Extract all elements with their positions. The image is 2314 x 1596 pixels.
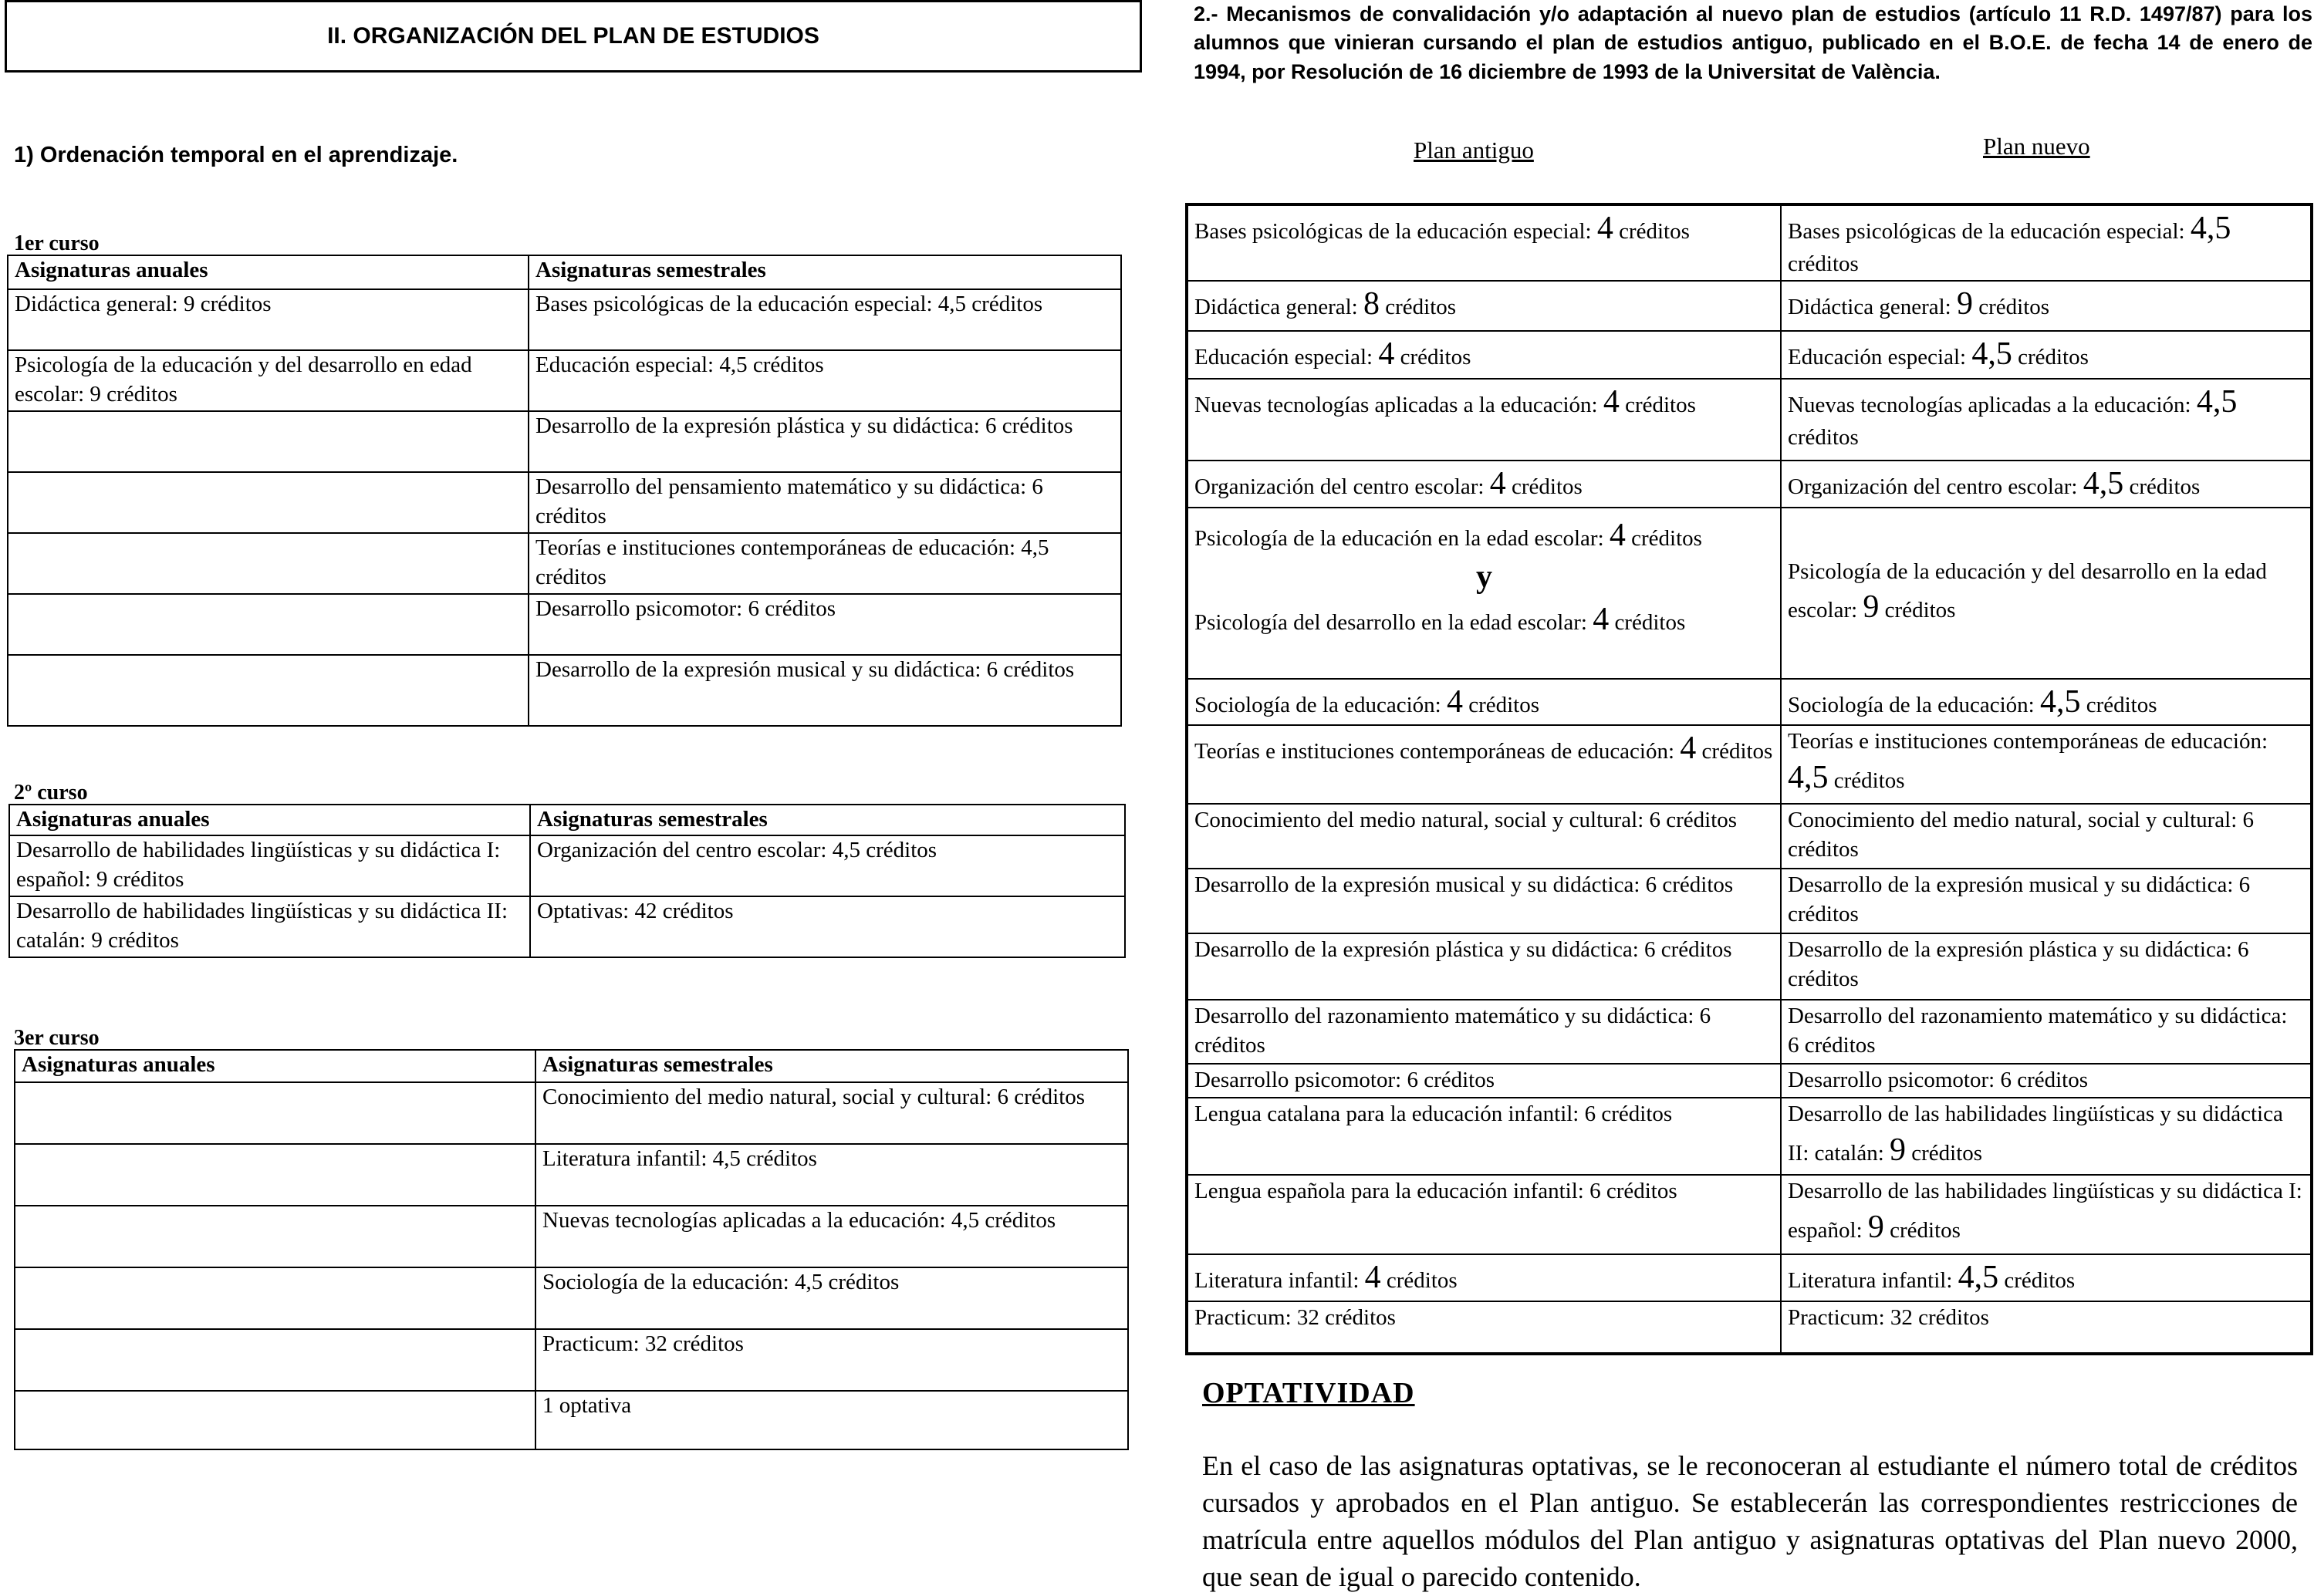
- year-label-2: 2º curso: [14, 781, 88, 805]
- cell-semestral: Desarrollo de la expresión plástica y su didáctica: 6 créditos: [529, 411, 1121, 472]
- table-row: [1187, 508, 2312, 679]
- table-row: [1187, 1064, 2312, 1098]
- credit-number: 4: [1593, 602, 1610, 638]
- subject-name: Sociología de la educación:: [1788, 692, 2035, 717]
- table-row: [1187, 281, 2312, 331]
- table-row: [1187, 679, 2312, 726]
- credit-number: 4: [1609, 517, 1626, 553]
- cell-semestral: Bases psicológicas de la educación especial: 4,5 créditos: [529, 289, 1121, 350]
- cell-semestral: Organización del centro escolar: 4,5 créditos: [530, 835, 1125, 896]
- convalidation-intro: 2.- Mecanismos de convalidación y/o adaptación al nuevo plan de estudios (artículo 11 R.D. 1497/87) para los alumnos que vinieran cursando el plan de estudios antiguo, publicado en el B.O.E. de fecha 14 de enero de 1994, por Resolución de 16 diciembre de 1993 de la Universitat de València.: [1194, 2, 2312, 83]
- credit-number: 4,5: [1788, 760, 1829, 796]
- old-plan-cell: Conocimiento del medio natural, social y cultural: 6 créditos: [1187, 804, 1781, 869]
- old-plan-cell: [1187, 461, 1781, 508]
- subject-name: Literatura infantil:: [1788, 1268, 1953, 1294]
- new-plan-cell: [1781, 204, 2312, 281]
- credit-number: 4,5: [2190, 211, 2231, 246]
- old-plan-cell: [1187, 379, 1781, 461]
- old-plan-cell: Lengua catalana para la educación infantil: 6 créditos: [1187, 1098, 1781, 1175]
- credit-unit: créditos: [1884, 598, 1956, 623]
- old-plan-cell: [1187, 725, 1781, 804]
- credit-number: 4,5: [2039, 683, 2081, 720]
- old-plan-cell: Desarrollo de la expresión plástica y su didáctica: 6 créditos: [1187, 933, 1781, 1000]
- cell-annual: Desarrollo de habilidades lingüísticas y su didáctica I: español: 9 créditos: [9, 835, 530, 896]
- table-row: [1187, 1301, 2312, 1354]
- old-plan-cell: Practicum: 32 créditos: [1187, 1301, 1781, 1354]
- credit-unit: créditos: [1512, 474, 1583, 500]
- subject-name: Didáctica general:: [1194, 295, 1358, 320]
- cell-annual: Desarrollo de habilidades lingüísticas y su didáctica II: catalán: 9 créditos: [9, 896, 530, 957]
- cell-annual: Didáctica general: 9 créditos: [8, 289, 529, 350]
- credit-unit: créditos: [2018, 345, 2089, 370]
- subject-name: Teorías e instituciones contemporáneas de educación:: [1788, 729, 2268, 754]
- new-plan-cell: [1781, 331, 2312, 379]
- header-annual: Asignaturas anuales: [9, 805, 530, 835]
- cell-annual: [15, 1267, 535, 1329]
- cell-annual: [15, 1329, 535, 1391]
- old-plan-cell: [1187, 1254, 1781, 1301]
- credit-unit: créditos: [1701, 739, 1773, 764]
- table-row: [1187, 1098, 2312, 1175]
- header-semestral: Asignaturas semestrales: [529, 255, 1121, 289]
- convalidation-table: [1185, 203, 2313, 1355]
- subject-name: Didáctica general:: [1788, 295, 1951, 320]
- new-plan-cell: Conocimiento del medio natural, social y cultural: 6 créditos: [1781, 804, 2312, 869]
- credit-unit: créditos: [1911, 1140, 1983, 1166]
- old-plan-cell: [1187, 204, 1781, 281]
- cell-semestral: Sociología de la educación: 4,5 créditos: [535, 1267, 1128, 1329]
- old-plan-cell: Desarrollo psicomotor: 6 créditos: [1187, 1064, 1781, 1098]
- old-plan-cell: Lengua española para la educación infantil: 6 créditos: [1187, 1175, 1781, 1254]
- new-plan-cell: [1781, 281, 2312, 331]
- new-plan-cell: Desarrollo psicomotor: 6 créditos: [1781, 1064, 2312, 1098]
- cell-semestral: Desarrollo del pensamiento matemático y su didáctica: 6 créditos: [529, 472, 1121, 533]
- section-heading-ordenacion: 1) Ordenación temporal en el aprendizaje.: [14, 143, 458, 167]
- cell-annual: [8, 594, 529, 655]
- cell-semestral: Practicum: 32 créditos: [535, 1329, 1128, 1391]
- subject-name: Organización del centro escolar:: [1194, 474, 1485, 500]
- subject-name: Organización del centro escolar:: [1788, 474, 2078, 500]
- table-row: [1187, 1175, 2312, 1254]
- credit-number: 9: [1890, 1132, 1907, 1168]
- credit-unit: créditos: [1788, 251, 1859, 276]
- credit-unit: créditos: [1631, 525, 1702, 551]
- subject-name: Literatura infantil:: [1194, 1268, 1360, 1294]
- year-table-1: [7, 255, 1122, 727]
- old-plan-cell: [1187, 331, 1781, 379]
- new-plan-cell: [1781, 379, 2312, 461]
- year-table-2: [8, 804, 1126, 958]
- new-plan-cell: [1781, 1254, 2312, 1301]
- table-row: [1187, 379, 2312, 461]
- optatividad-paragraph: En el caso de las asignaturas optativas, se le reconoceran al estudiante el número total de créditos cursados y aprobados en el Plan antiguo. Se establecerán las correspondientes restricciones de matrícula entre aquellos módulos del Plan antiguo y asignaturas optativas del Plan nuevo 2000, que sean de igual o parecido contenido.: [1202, 1450, 2298, 1592]
- subject-name: Sociología de la educación:: [1194, 692, 1441, 717]
- subject-name: Psicología de la educación en la edad escolar:: [1194, 525, 1604, 551]
- subject-name: Psicología de la educación y del desarrollo en la edad escolar:: [1788, 558, 2267, 623]
- cell-annual: [8, 533, 529, 594]
- table-row: [1187, 461, 2312, 508]
- credit-unit: créditos: [1619, 219, 1690, 244]
- old-plan-cell: [1187, 281, 1781, 331]
- cell-semestral: Teorías e instituciones contemporáneas de educación: 4,5 créditos: [529, 533, 1121, 594]
- new-plan-cell: [1781, 1098, 2312, 1175]
- table-row: [1187, 869, 2312, 933]
- new-plan-cell: [1781, 1175, 2312, 1254]
- credit-unit: créditos: [1400, 345, 1471, 370]
- new-plan-cell: [1781, 725, 2312, 804]
- credit-number: 8: [1363, 286, 1380, 322]
- subject-name: Educación especial:: [1194, 345, 1373, 370]
- cell-semestral: Conocimiento del medio natural, social y cultural: 6 créditos: [535, 1082, 1128, 1144]
- cell-annual: [15, 1206, 535, 1267]
- table-row: [1187, 725, 2312, 804]
- old-plan-cell: Desarrollo del razonamiento matemático y su didáctica: 6 créditos: [1187, 1000, 1781, 1064]
- credit-number: 4: [1603, 384, 1620, 420]
- credit-number: 9: [1863, 589, 1880, 626]
- cell-semestral: 1 optativa: [535, 1391, 1128, 1449]
- table-row: [1187, 204, 2312, 281]
- subject-name: Nuevas tecnologías aplicadas a la educación:: [1788, 393, 2191, 418]
- cell-semestral: Desarrollo de la expresión musical y su didáctica: 6 créditos: [529, 655, 1121, 726]
- conjunction-y: y: [1476, 559, 1492, 596]
- credit-unit: créditos: [2004, 1268, 2076, 1294]
- cell-semestral: Literatura infantil: 4,5 créditos: [535, 1144, 1128, 1206]
- header-annual: Asignaturas anuales: [15, 1050, 535, 1082]
- new-plan-cell: Practicum: 32 créditos: [1781, 1301, 2312, 1354]
- header-annual: Asignaturas anuales: [8, 255, 529, 289]
- subject-name: Psicología del desarrollo en la edad escolar:: [1194, 610, 1587, 636]
- subject-name: Teorías e instituciones contemporáneas de educación:: [1194, 739, 1675, 764]
- new-plan-cell: Desarrollo de la expresión plástica y su didáctica: 6 créditos: [1781, 933, 2312, 1000]
- credit-number: 4: [1446, 683, 1463, 720]
- cell-semestral: Educación especial: 4,5 créditos: [529, 350, 1121, 411]
- cell-semestral: Nuevas tecnologías aplicadas a la educación: 4,5 créditos: [535, 1206, 1128, 1267]
- old-plan-cell: [1187, 508, 1781, 679]
- table-row: [1187, 1254, 2312, 1301]
- subject-name: Bases psicológicas de la educación especial:: [1194, 219, 1592, 244]
- cell-annual: [15, 1391, 535, 1449]
- credit-unit: créditos: [1468, 692, 1540, 717]
- table-row: [1187, 1000, 2312, 1064]
- credit-number: 4: [1378, 336, 1395, 373]
- credit-number: 9: [1867, 1209, 1884, 1245]
- section-title: II. ORGANIZACIÓN DEL PLAN DE ESTUDIOS: [5, 0, 1142, 73]
- subject-name: Desarrollo de las habilidades lingüísticas y su didáctica II: catalán:: [1788, 1102, 2283, 1166]
- credit-unit: créditos: [1385, 295, 1457, 320]
- optatividad-heading: OPTATIVIDAD: [1202, 1377, 1415, 1409]
- credit-number: 4: [1596, 211, 1613, 246]
- cell-annual: [15, 1082, 535, 1144]
- subject-name: Bases psicológicas de la educación especial:: [1788, 219, 2185, 244]
- subject-name: Desarrollo de las habilidades lingüísticas y su didáctica I: español:: [1788, 1179, 2302, 1243]
- credit-unit: créditos: [1833, 768, 1905, 794]
- credit-unit: créditos: [1614, 610, 1686, 636]
- credit-unit: créditos: [1386, 1268, 1458, 1294]
- credit-number: 4: [1680, 731, 1697, 767]
- new-plan-cell: [1781, 508, 2312, 679]
- year-label-3: 3er curso: [14, 1026, 100, 1050]
- cell-annual: [15, 1144, 535, 1206]
- table-row: [1187, 804, 2312, 869]
- credit-number: 4,5: [2083, 466, 2124, 502]
- credit-unit: créditos: [1978, 295, 2050, 320]
- year-table-3: [14, 1049, 1129, 1450]
- old-plan-cell: [1187, 679, 1781, 726]
- subject-name: Educación especial:: [1788, 345, 1967, 370]
- year-label-1: 1er curso: [14, 231, 100, 255]
- credit-unit: créditos: [1625, 393, 1696, 418]
- new-plan-cell: Desarrollo de la expresión musical y su didáctica: 6 créditos: [1781, 869, 2312, 933]
- plan-antiguo-heading: Plan antiguo: [1414, 137, 1534, 164]
- header-semestral: Asignaturas semestrales: [535, 1050, 1128, 1082]
- credit-unit: créditos: [1788, 424, 1859, 450]
- credit-number: 4,5: [1958, 1260, 1999, 1296]
- credit-number: 4: [1364, 1260, 1381, 1296]
- plan-nuevo-heading: Plan nuevo: [1983, 133, 2090, 160]
- credit-unit: créditos: [2129, 474, 2201, 500]
- cell-annual: [8, 411, 529, 472]
- credit-number: 4: [1489, 466, 1506, 502]
- credit-number: 4,5: [2196, 384, 2238, 420]
- cell-annual: [8, 472, 529, 533]
- table-row: [1187, 933, 2312, 1000]
- cell-semestral: Desarrollo psicomotor: 6 créditos: [529, 594, 1121, 655]
- new-plan-cell: Desarrollo del razonamiento matemático y su didáctica: 6 créditos: [1781, 1000, 2312, 1064]
- credit-unit: créditos: [1890, 1217, 1961, 1243]
- header-semestral: Asignaturas semestrales: [530, 805, 1125, 835]
- credit-unit: créditos: [2086, 692, 2157, 717]
- credit-number: 9: [1957, 286, 1973, 322]
- cell-semestral: Optativas: 42 créditos: [530, 896, 1125, 957]
- subject-name: Nuevas tecnologías aplicadas a la educación:: [1194, 393, 1598, 418]
- new-plan-cell: [1781, 461, 2312, 508]
- new-plan-cell: [1781, 679, 2312, 726]
- credit-number: 4,5: [1971, 336, 2012, 373]
- old-plan-cell: Desarrollo de la expresión musical y su didáctica: 6 créditos: [1187, 869, 1781, 933]
- cell-annual: [8, 655, 529, 726]
- cell-annual: Psicología de la educación y del desarrollo en edad escolar: 9 créditos: [8, 350, 529, 411]
- table-row: [1187, 331, 2312, 379]
